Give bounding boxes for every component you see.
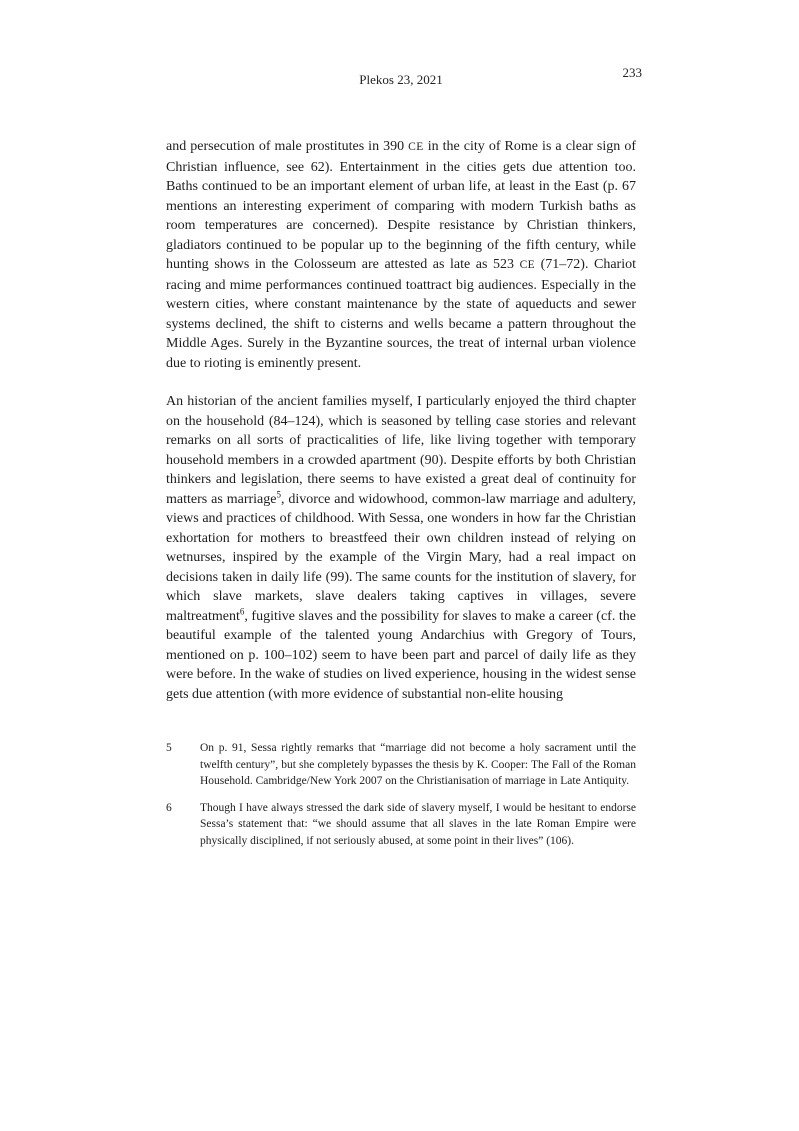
footnote-text: On p. 91, Sessa rightly remarks that “marriage did not become a holy sacrament until the twelfth century”, but she completely bypasses the thesis by K. Cooper: The Fall of the Roman Household. Cambridge/New York 2007 on the Christianisation of marriage in Late Antiquity. xyxy=(200,742,636,787)
page-number: 233 xyxy=(622,65,642,80)
paragraph-text: (71–72). Chariot racing and mime performances continued toattract big audiences. Especially in the western cities, where constant maintenance by the state of aqueducts and sewer systems declined, the shift to cisterns and wells became a pattern throughout the Middle Ages. Surely in the Byzantine sources, the treat of internal urban violence due to rioting is eminently present. xyxy=(166,257,637,371)
paragraph-text: An historian of the ancient families myself, I particularly enjoyed the third chapter on the household (84–124), which is seasoned by telling case stories and relevant remarks on all sorts of practicalities of life, like living together with temporary household members in a crowded apartment (90). Despite efforts by both Christian thinkers and legislation, there seems to have existed a great deal of continuity for matters as marriage xyxy=(166,394,636,507)
paragraph xyxy=(166,137,636,373)
footnote-text: Though I have always stressed the dark side of slavery myself, I would be hesitant to endorse Sessa’s statement that: “we should assume that all slaves in the late Roman Empire were physically disciplined, if not seriously abused, at some point in their lives” (106). xyxy=(200,801,636,847)
paragraph-text: in the city of Rome is a clear sign of Christian influence, see 62). Entertainment in the cities gets due attention too. Baths continued to be an important element of urban life, at least in the East (p. 67 mentions an interesting experiment of comparing with modern Turkish baths as room temperatures are concerned). Despite resistance by Christian thinkers, gladiators continued to be popular up to the beginning of the fifth century, while hunting shows in the Colosseum are attested as late as 523 xyxy=(166,139,636,272)
paragraph-text: , fugitive slaves and the possibility for slaves to make a career (cf. the beautiful example of the talented young Andarchius with Gregory of Tours, mentioned on p. 100–102) seem to have been part and parcel of daily life as they were before. In the wake of studies on lived experience, housing in the widest sense gets due attention (with more evidence of substantial non-elite housing xyxy=(166,608,636,702)
footnote-6 xyxy=(166,800,636,850)
paragraph-text: , divorce and widowhood, common-law marriage and adultery, views and practices of childhood. With Sessa, one wonders in how far the Christian exhortation for mothers to breastfeed their own children instead of relying on wetnurses, inspired by the example of the Virgin Mary, had a real impact on decisions taken in daily life (99). The same counts for the institution of slavery, for which slave markets, slave dealers taking captives in villages, severe maltreatment xyxy=(166,491,637,624)
footnote-ref-6: 6 xyxy=(239,605,245,616)
footnote-number: 5 xyxy=(166,742,172,754)
footnotes-section xyxy=(166,740,636,849)
era-abbreviation-ce: CE xyxy=(408,141,424,153)
page-header xyxy=(166,65,642,88)
paragraph xyxy=(166,392,636,704)
paragraph-text: and persecution of male prostitutes in 390 xyxy=(166,139,409,154)
journal-title: Plekos 23, 2021 xyxy=(359,72,443,87)
footnote-number: 6 xyxy=(166,801,172,814)
body-text xyxy=(166,137,636,704)
footnote-5 xyxy=(166,740,636,790)
era-abbreviation-ce: CE xyxy=(519,259,536,271)
page-content xyxy=(166,0,642,849)
footnote-ref-5: 5 xyxy=(276,488,281,499)
